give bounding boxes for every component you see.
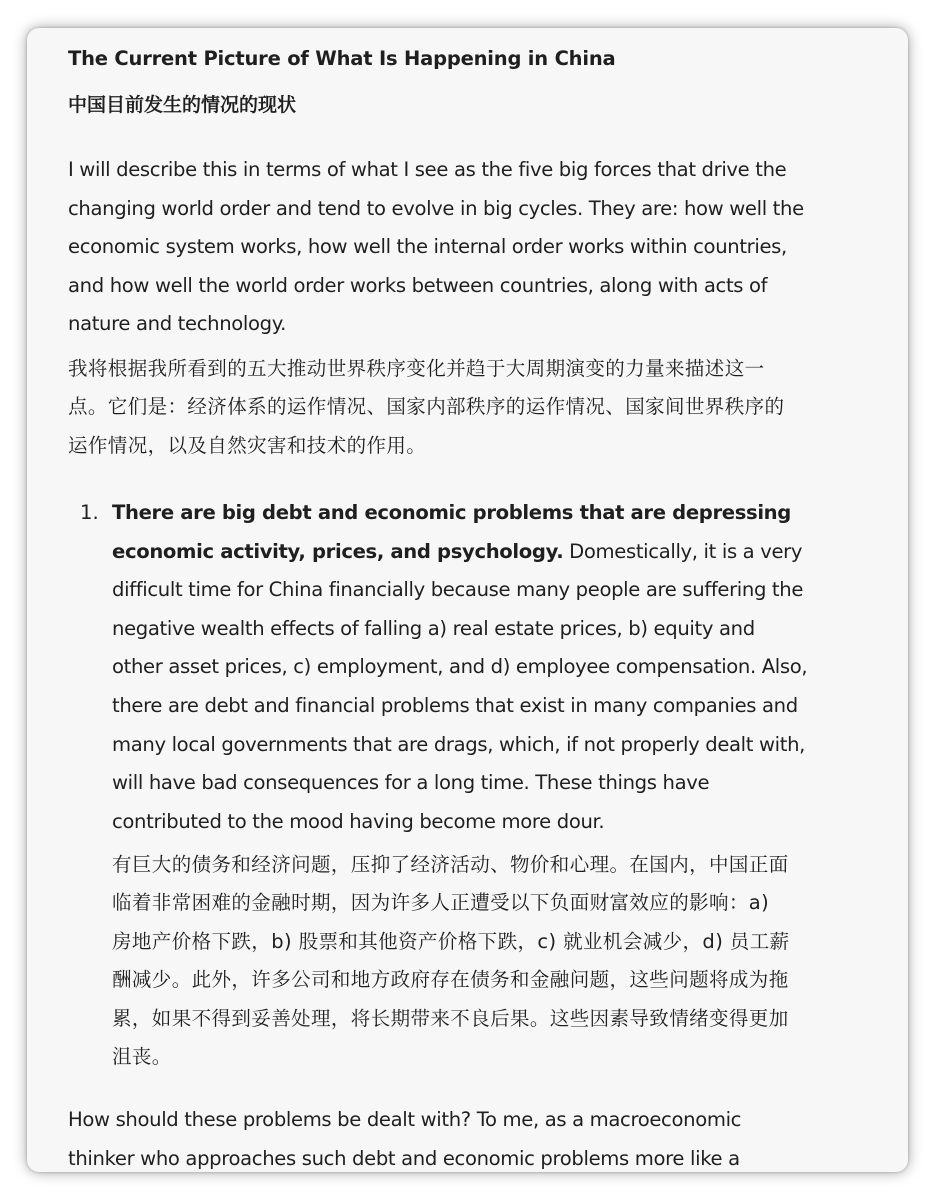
document-card — [27, 28, 908, 1172]
text-line: negative wealth effects of falling a) real estate prices, b) equity and — [112, 616, 755, 640]
text-line: economic system works, how well the internal order works within countries, — [68, 235, 787, 259]
text-line: 有巨大的债务和经济问题，压抑了经济活动、物价和心理。在国内，中国正面 — [112, 853, 789, 876]
text-line: there are debt and financial problems that exist in many companies and — [112, 693, 798, 717]
text-line: changing world order and tend to evolve in big cycles. They are: how well the — [68, 196, 804, 220]
title-chinese: 中国目前发生的情况的现状 — [68, 94, 297, 116]
title-english: The Current Picture of What Is Happening in China — [68, 47, 616, 70]
text-fragment: Domestically, it is a very — [563, 539, 803, 563]
text-line: 我将根据我所看到的五大推动世界秩序变化并趋于大周期演变的力量来描述这一 — [68, 357, 765, 380]
text-line: 运作情况，以及自然灾害和技术的作用。 — [68, 433, 427, 457]
text-line: 点。它们是：经济体系的运作情况、国家内部秩序的运作情况、国家间世界秩序的 — [68, 395, 785, 419]
intro-paragraph-english — [68, 151, 868, 344]
list-item-1-chinese — [112, 846, 872, 1076]
text-line: many local governments that are drags, which, if not properly dealt with, — [112, 732, 806, 756]
list-item-1-english — [112, 494, 872, 841]
text-line: 酬减少。此外，许多公司和地方政府存在债务和金融问题，这些问题将成为拖 — [112, 968, 789, 992]
text-line: 房地产价格下跌，b) 股票和其他资产价格下跌，c) 就业机会减少，d) 员工薪 — [112, 929, 790, 953]
closing-paragraph-english — [68, 1101, 868, 1172]
text-line: 临着非常困难的金融时期，因为许多人正遭受以下负面财富效应的影响：a) — [112, 891, 770, 915]
list-item-heading-line: There are big debt and economic problems that are depressing — [112, 501, 791, 524]
list-item-number: 1. — [80, 501, 99, 524]
text-line: 累，如果不得到妥善处理，将长期带来不良后果。这些因素导致情绪变得更加 — [112, 1006, 789, 1030]
text-line: I will describe this in terms of what I see as the five big forces that drive the — [68, 158, 787, 181]
text-line: nature and technology. — [68, 312, 287, 336]
intro-paragraph-chinese — [68, 350, 868, 465]
text-line: thinker who approaches such debt and economic problems more like a — [68, 1146, 740, 1170]
text-line — [112, 533, 872, 572]
text-line: and how well the world order works between countries, along with acts of — [68, 273, 768, 297]
text-line: will have bad consequences for a long time. These things have — [112, 771, 710, 795]
text-line: contributed to the mood having become more dour. — [112, 809, 605, 833]
text-line: difficult time for China financially because many people are suffering the — [112, 578, 804, 602]
text-line: other asset prices, c) employment, and d) employee compensation. Also, — [112, 655, 808, 679]
list-item-heading-end: economic activity, prices, and psychology. — [112, 539, 564, 563]
text-line: How should these problems be dealt with? To me, as a macroeconomic — [68, 1108, 742, 1131]
text-line: 沮丧。 — [112, 1045, 172, 1069]
